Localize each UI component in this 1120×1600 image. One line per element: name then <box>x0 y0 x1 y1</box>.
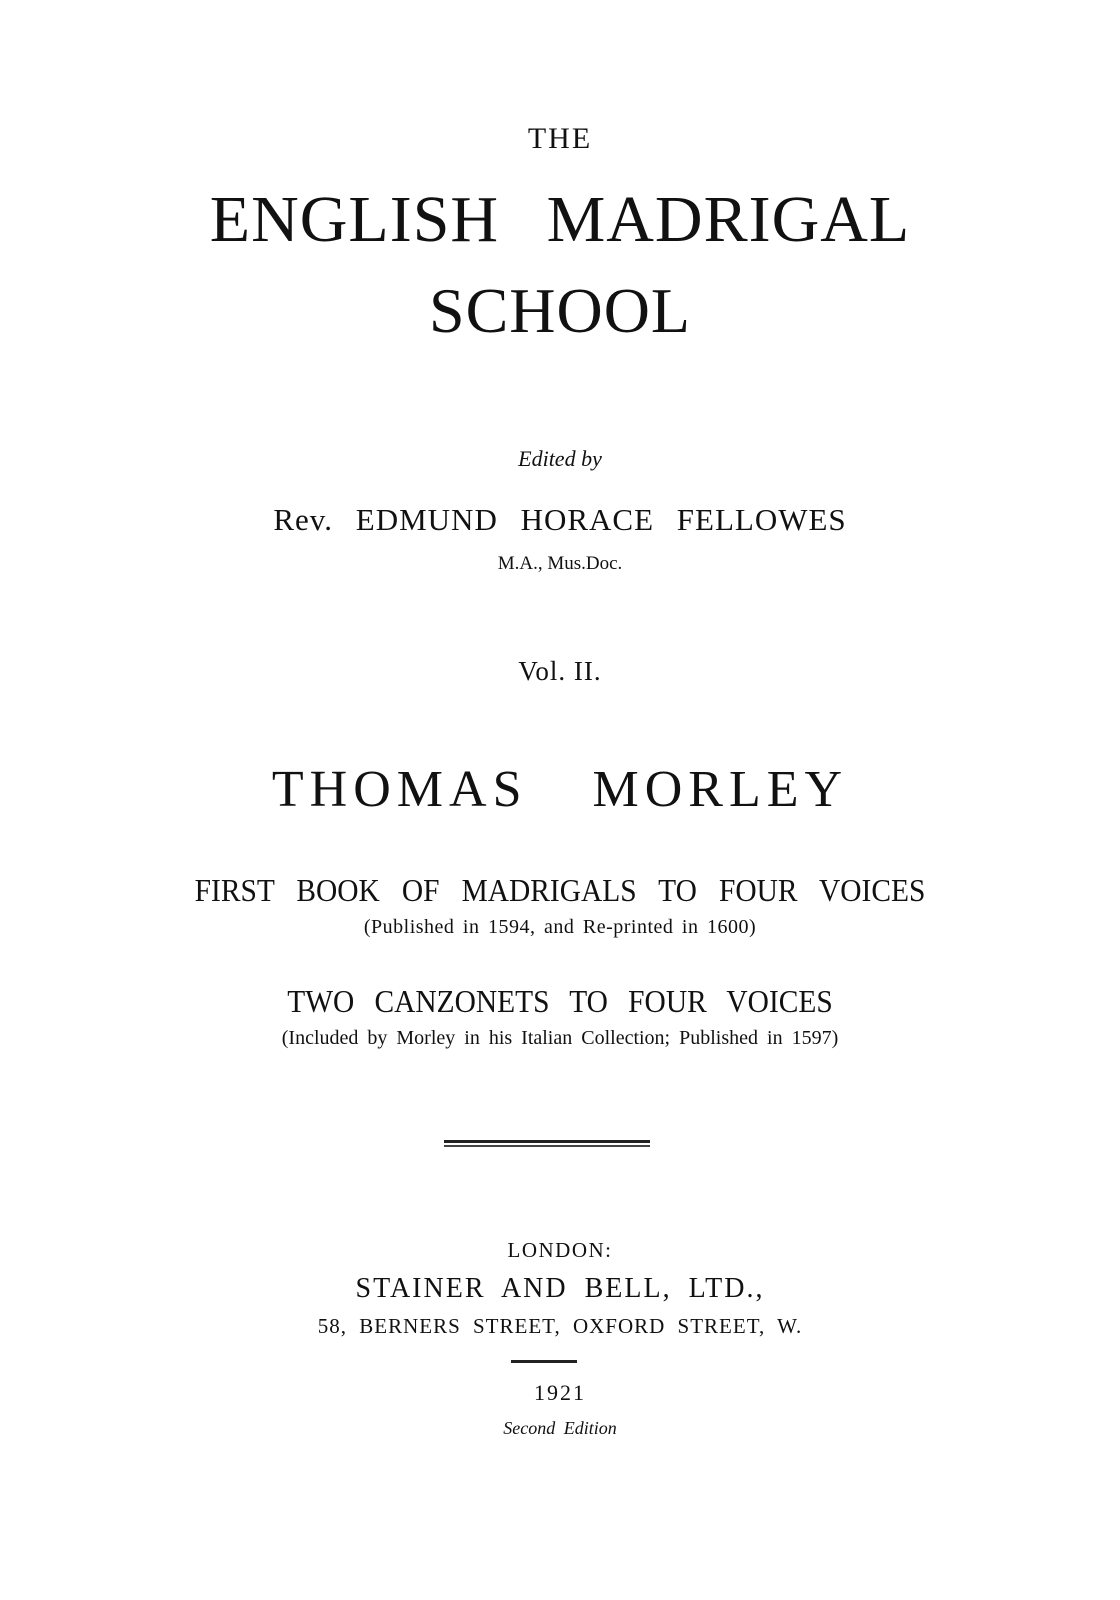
editor-line <box>0 502 1120 538</box>
work-2-note: (Included by Morley in his Italian Collection; Published in 1597) <box>281 1027 839 1049</box>
work-1-title: FIRST BOOK OF MADRIGALS TO FOUR VOICES <box>194 872 926 908</box>
work-2-title: TWO CANZONETS TO FOUR VOICES <box>287 983 833 1019</box>
imprint-year: 1921 <box>534 1380 586 1405</box>
short-rule-divider <box>511 1360 577 1363</box>
work-1-note: (Published in 1594, and Re-printed in 1600) <box>363 916 757 938</box>
editor-degrees: M.A., Mus.Doc. <box>497 553 623 574</box>
double-rule-top <box>444 1140 650 1143</box>
editor-prefix: Rev. <box>273 502 334 537</box>
title-main-line-2: SCHOOL <box>428 275 692 346</box>
composer-name: THOMAS MORLEY <box>271 761 849 818</box>
imprint-address: 58, BERNERS STREET, OXFORD STREET, W. <box>317 1314 803 1338</box>
imprint-publisher: STAINER AND BELL, LTD., <box>355 1273 765 1304</box>
edited-by-label: Edited by <box>518 446 602 471</box>
title-article: THE <box>527 122 593 155</box>
double-rule-bottom <box>444 1145 650 1147</box>
edition-note: Second Edition <box>503 1418 617 1438</box>
imprint-place: LONDON: <box>507 1238 613 1262</box>
double-rule-divider <box>444 1140 650 1148</box>
volume-number: Vol. II. <box>518 656 602 686</box>
editor-name: EDMUND HORACE FELLOWES <box>355 502 847 537</box>
title-main-line-1: ENGLISH MADRIGAL <box>209 183 911 256</box>
